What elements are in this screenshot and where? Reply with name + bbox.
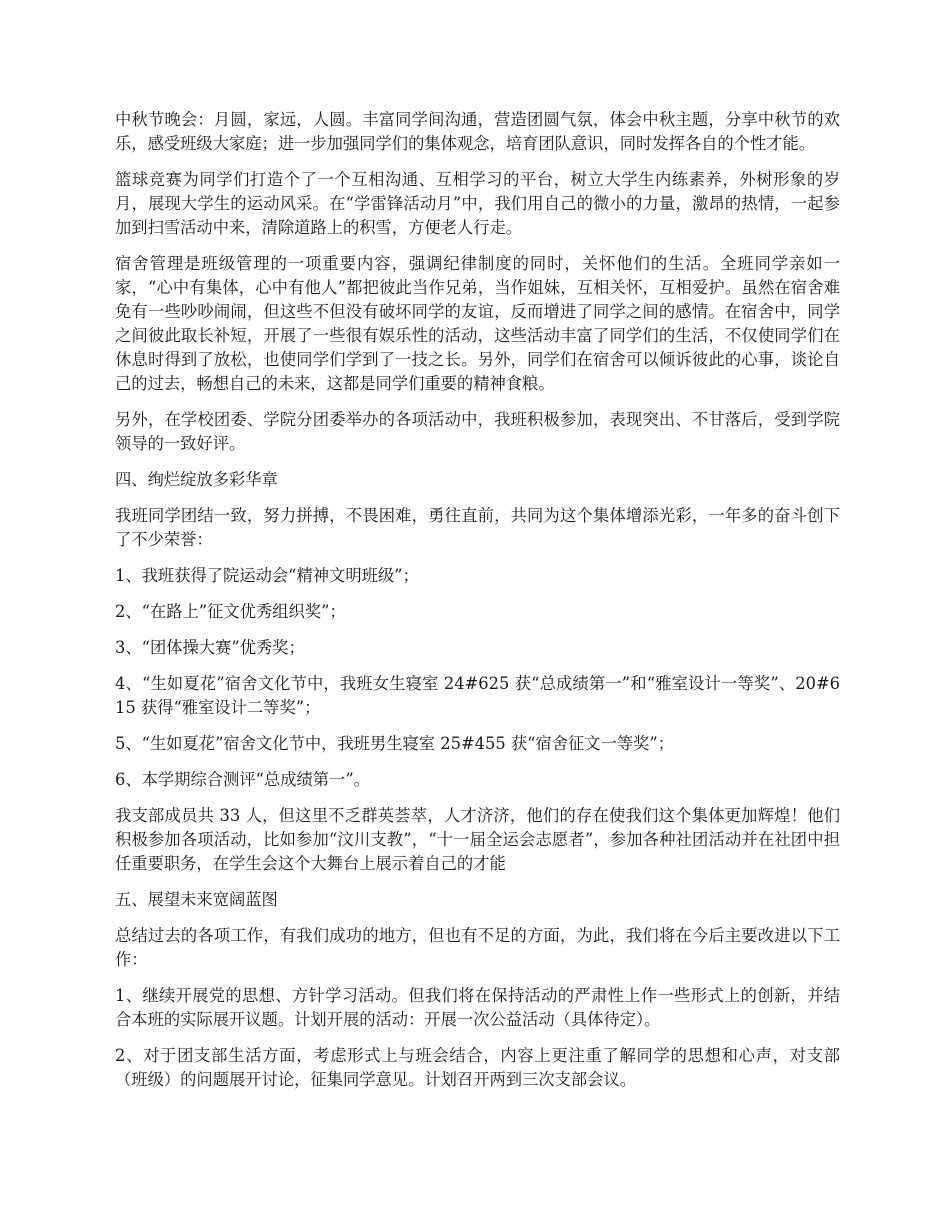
honor-item-4: 4、“生如夏花”宿舍文化节中，我班女生寝室 24#625 获“总成绩第一”和“雅室设计一等奖”、20#615 获得“雅室设计二等奖”； <box>115 674 840 717</box>
plan-item-2: 2、对于团支部生活方面，考虑形式上与班会结合，内容上更注重了解同学的思想和心声，对支部（班级）的问题展开讨论，征集同学意见。计划召开两到三次支部会议。 <box>115 1046 840 1089</box>
honor-item-1: 1、我班获得了院运动会“精神文明班级”； <box>115 566 419 585</box>
paragraph-basketball: 篮球竞赛为同学们打造个了一个互相沟通、互相学习的平台，树立大学生内练素养，外树形象的岁月，展现大学生的运动风采。在“学雷锋活动月”中，我们用自己的微小的力量，激昂的热情，一起参加到扫雪活动中来，清除道路上的积雪，方便老人行走。 <box>115 170 840 237</box>
section-heading-5: 五、展望未来宽阔蓝图 <box>115 890 278 909</box>
paragraph-members: 我支部成员共 33 人，但这里不乏群英荟萃，人才济济，他们的存在使我们这个集体更加辉煌！他们积极参加各项活动，比如参加“汶川支教”，“十一届全运会志愿者”，参加各种社团活动并在社团中担任重要职务，在学生会这个大舞台上展示着自己的才能 <box>115 806 840 873</box>
honor-item-2: 2、“在路上”征文优秀组织奖”； <box>115 602 346 621</box>
section-heading-4: 四、绚烂绽放多彩华章 <box>115 470 278 489</box>
document-page <box>115 108 840 1104</box>
honor-item-3: 3、“团体操大赛”优秀奖； <box>115 638 305 657</box>
paragraph-summary: 总结过去的各项工作，有我们成功的地方，但也有不足的方面，为此，我们将在今后主要改进以下工作： <box>115 926 840 969</box>
honor-item-6: 6、本学期综合测评“总成绩第一”。 <box>115 770 370 789</box>
plan-item-1: 1、继续开展党的思想、方针学习活动。但我们将在保持活动的严肃性上作一些形式上的创新，并结合本班的实际展开议题。计划开展的活动：开展一次公益活动（具体待定）。 <box>115 986 840 1029</box>
paragraph-activities: 另外，在学校团委、学院分团委举办的各项活动中，我班积极参加，表现突出、不甘落后，受到学院领导的一致好评。 <box>115 410 840 453</box>
paragraph-honors-intro: 我班同学团结一致，努力拼搏，不畏困难，勇往直前，共同为这个集体增添光彩，一年多的奋斗创下了不少荣誉： <box>115 506 840 549</box>
paragraph-mid-autumn: 中秋节晚会：月圆，家远，人圆。丰富同学间沟通，营造团圆气氛，体会中秋主题，分享中秋节的欢乐，感受班级大家庭；进一步加强同学们的集体观念，培育团队意识，同时发挥各自的个性才能。 <box>115 110 840 153</box>
honor-item-5: 5、“生如夏花”宿舍文化节中，我班男生寝室 25#455 获“宿舍征文一等奖”； <box>115 734 675 753</box>
paragraph-dormitory: 宿舍管理是班级管理的一项重要内容，强调纪律制度的同时，关怀他们的生活。全班同学亲如一家，“心中有集体，心中有他人”都把彼此当作兄弟，当作姐妹，互相关怀，互相爱护。虽然在宿舍难免有一些吵吵闹闹，但这些不但没有破坏同学的友谊，反而增进了同学之间的感情。在宿舍中，同学之间彼此取长补短，开展了一些很有娱乐性的活动，这些活动丰富了同学们的生活，不仅使同学们在休息时得到了放松，也使同学们学到了一技之长。另外，同学们在宿舍可以倾诉彼此的心事，谈论自己的过去，畅想自己的未来，这都是同学们重要的精神食粮。 <box>115 254 840 393</box>
